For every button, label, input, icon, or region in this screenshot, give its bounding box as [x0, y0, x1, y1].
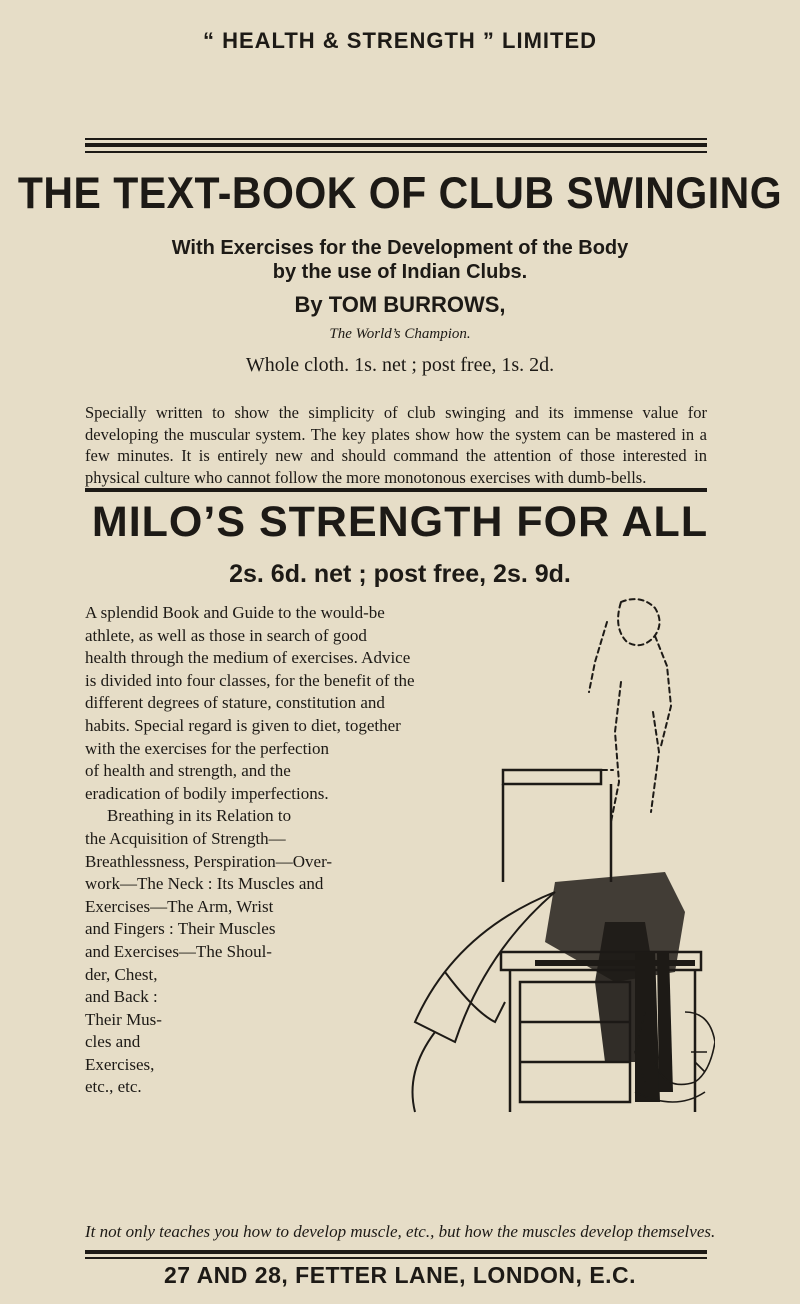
- book2-description-line: habits. Special regard is given to diet, together: [85, 715, 401, 735]
- book2-description-line: work—The Neck : Its Muscles and: [85, 874, 324, 894]
- bottom-rule-thick: [85, 1250, 707, 1254]
- book1-description: Specially written to show the simplicity of club swinging and its immense value for developing the muscular system. The key plates show how the system can be mastered in a few minutes. It is entirely new and should command the attention of those interested in physical culture who cannot follow the more monotonous exercises with dumb-bells.: [85, 403, 707, 487]
- arm-outline: [413, 892, 556, 1112]
- book1-author: By TOM BURROWS,: [294, 292, 506, 317]
- book1-title: THE TEXT-BOOK OF CLUB SWINGING: [17, 168, 783, 218]
- book2-description-line: Exercises,: [85, 1054, 155, 1074]
- publisher-address: 27 AND 28, FETTER LANE, LONDON, E.C.: [163, 1262, 637, 1288]
- bottom-rule-thin: [85, 1257, 707, 1259]
- book2-description-line: cles and: [85, 1032, 141, 1052]
- book2-description-line: eradication of bodily imperfections.: [85, 783, 329, 803]
- book1-subtitle-line: by the use of Indian Clubs.: [272, 261, 528, 283]
- book1-author-note: The World’s Champion.: [329, 326, 471, 342]
- book2-description-line: with the exercises for the perfection: [85, 738, 330, 758]
- publisher-heading: “ HEALTH & STRENGTH ” LIMITED: [202, 28, 598, 53]
- book1-subtitle: [110, 236, 690, 284]
- book2-description-line: Breathing in its Relation to: [107, 806, 292, 826]
- book2-description-line: and Exercises—The Shoul-: [85, 941, 272, 961]
- athlete-lifting-weights-illustration: [385, 592, 715, 1122]
- book2-description-line: and Fingers : Their Muscles: [85, 919, 276, 939]
- book2-description-line: Exercises—The Arm, Wrist: [85, 896, 274, 916]
- book2-description-line: is divided into four classes, for the benefit of the: [85, 670, 415, 690]
- book2-description: [85, 602, 415, 1099]
- book2-description-line: etc., etc.: [85, 1077, 142, 1097]
- top-rule-thick: [85, 143, 707, 147]
- book2-description-line: athlete, as well as those in search of good: [85, 625, 367, 645]
- book2-tagline: It not only teaches you how to develop muscle, etc., but how the muscles develop themselves.: [85, 1222, 716, 1241]
- book2-description-line: A splendid Book and Guide to the would-be: [85, 603, 385, 622]
- book2-description-line: and Back :: [85, 987, 158, 1007]
- book2-description-line: different degrees of stature, constitution and: [85, 693, 385, 713]
- section-divider: [85, 488, 707, 492]
- book2-description-line: der, Chest,: [85, 964, 158, 984]
- book2-price: 2s. 6d. net ; post free, 2s. 9d.: [229, 560, 571, 588]
- book2-description-line: of health and strength, and the: [85, 761, 291, 781]
- book2-description-line: Their Mus-: [85, 1009, 162, 1029]
- top-rule-thin-lower: [85, 151, 707, 153]
- book2-description-line: Breathlessness, Perspiration—Over-: [85, 851, 333, 871]
- figure-shading: [535, 872, 695, 1102]
- book2-description-line: the Acquisition of Strength—: [85, 828, 286, 848]
- book1-subtitle-line: With Exercises for the Development of the Body: [171, 237, 629, 259]
- top-rule-thin: [85, 138, 707, 140]
- book2-title: MILO’S STRENGTH FOR ALL: [91, 498, 709, 546]
- dashed-figure-outline: [503, 599, 671, 822]
- book2-description-line: health through the medium of exercises. Advice: [85, 648, 411, 668]
- book1-price: Whole cloth. 1s. net ; post free, 1s. 2d.: [245, 354, 555, 376]
